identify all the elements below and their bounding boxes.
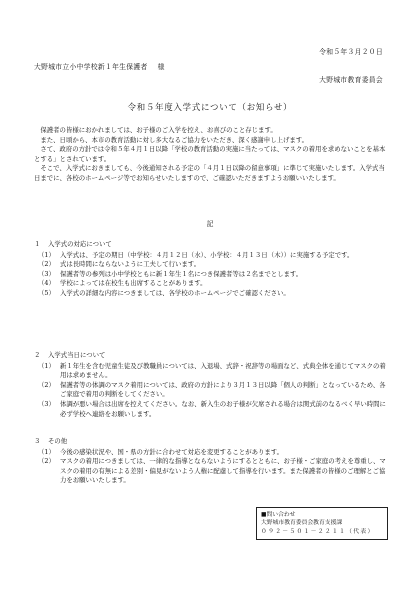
item-marker: （2） bbox=[38, 260, 55, 269]
section-heading bbox=[34, 351, 390, 361]
item-marker: （3） bbox=[38, 269, 55, 278]
item-marker: （1） bbox=[38, 447, 55, 456]
document-title: 令和５年度入学式について（お知らせ） bbox=[127, 102, 293, 112]
issuer-name: 大野城市教育委員会 bbox=[319, 76, 383, 84]
body-paragraph: そこで、入学式におきましても、今後通知される予定の「４月１日以降の留意事項」に準じて実施いたします。入学式当日までに、各校のホームページ等でお知らせいたしますので、ご確認いただきますようお願いいたします。 bbox=[34, 164, 385, 182]
list-item bbox=[34, 448, 390, 458]
body-paragraph: また、日頃から、本市の教育活動に対し多大なるご協力をいただき、深く感謝申し上げます。 bbox=[40, 135, 309, 144]
section-heading bbox=[34, 240, 390, 250]
list-item bbox=[34, 400, 390, 419]
item-text: 体調が悪い場合は出席を控えてください。なお、新入生のお子様が欠席される場合は関式前のなるべく早い時間に必ず学校へ連絡をお願いします。 bbox=[60, 399, 386, 418]
item-marker: （5） bbox=[38, 288, 55, 297]
list-item bbox=[34, 457, 390, 486]
section-ceremony-response bbox=[34, 240, 390, 299]
item-marker: （4） bbox=[38, 279, 55, 288]
section-number: ３ bbox=[34, 437, 41, 445]
section-other bbox=[34, 437, 390, 486]
ki-heading: 記 bbox=[206, 220, 214, 228]
item-text: 新１年生を含む児童生徒及び教職員については、入退場、式辞・祝辞等の場面など、式典全体を通じてマスクの着用は求めません。 bbox=[60, 361, 386, 380]
item-text: 今後の感染状況や、国・県の方針に合わせて対応を変更することがあります。 bbox=[60, 447, 284, 456]
recipient-suffix: 様 bbox=[157, 63, 165, 71]
item-text: 学校によっては在校生も出席することがあります。 bbox=[60, 279, 207, 288]
contact-box bbox=[256, 507, 388, 540]
section-ceremony-day bbox=[34, 351, 390, 419]
contact-department: 大野城市教育委員会教育支援課 bbox=[261, 520, 343, 527]
list-item bbox=[34, 260, 390, 270]
document-date: 令和５年３月２０日 bbox=[319, 48, 383, 56]
body-paragraph: 保護者の皆様におかれましては、お子様のご入学を控え、お喜びのこと存じます。 bbox=[40, 126, 277, 134]
item-text: 保護者等の参列は小中学校ともに新１年生１名につき保護者等は２名までとします。 bbox=[60, 269, 303, 278]
item-text: 保護者等の体調のマスク着用については、政府の方針により３月１３日以降「個人の判断」となっているため、各ご家庭で着用の判断をしてください。 bbox=[60, 380, 386, 399]
item-marker: （3） bbox=[38, 399, 55, 408]
section-number: ２ bbox=[34, 351, 41, 359]
list-item bbox=[34, 279, 390, 289]
item-text: マスクの着用につきましては、一律的な指導とならないようにするとともに、お子様・ご家庭の考えを尊重し、マスクの着用の有無による差別・偏見がないよう人権に配慮して指導を行います。また保護者の皆様のご理解とご協力をお願いいたします。 bbox=[60, 457, 386, 485]
item-marker: （1） bbox=[38, 250, 55, 259]
recipient-line bbox=[34, 63, 165, 73]
list-item bbox=[34, 362, 390, 381]
body-paragraph: さて、政府の方針では令和５年４月１日以降「学校の教育活動の実施に当たっては、マスクの着用を求めないことを基本とする」とされています。 bbox=[34, 145, 386, 163]
item-marker: （2） bbox=[38, 457, 55, 466]
list-item bbox=[34, 381, 390, 400]
list-item bbox=[34, 270, 390, 280]
item-text: 入学式は、予定の期日（中学校：４月１２日（水）、小学校：４月１３日（木））に実施する予定です。 bbox=[60, 250, 354, 259]
section-heading bbox=[34, 437, 390, 447]
list-item bbox=[34, 289, 390, 299]
contact-heading: ■問い合わせ bbox=[261, 512, 296, 518]
section-number: １ bbox=[34, 240, 41, 248]
item-marker: （1） bbox=[38, 361, 55, 370]
section-title: 入学式当日について bbox=[48, 351, 106, 359]
item-text: 入学式の詳細な内容につきましては、各学校のホームページでご確認ください。 bbox=[60, 288, 290, 297]
list-item bbox=[34, 251, 390, 261]
section-title: 入学式の対応について bbox=[48, 240, 112, 248]
body-text bbox=[34, 126, 388, 184]
contact-phone: ０９２－５０１－２２１１（代表） bbox=[261, 528, 375, 535]
item-text: 式は長時間にならないように工夫して行います。 bbox=[60, 260, 201, 269]
recipient-name: 大野城市立小中学校新１年生保護者 bbox=[34, 63, 148, 71]
section-title: その他 bbox=[48, 437, 68, 445]
item-marker: （2） bbox=[38, 380, 55, 389]
